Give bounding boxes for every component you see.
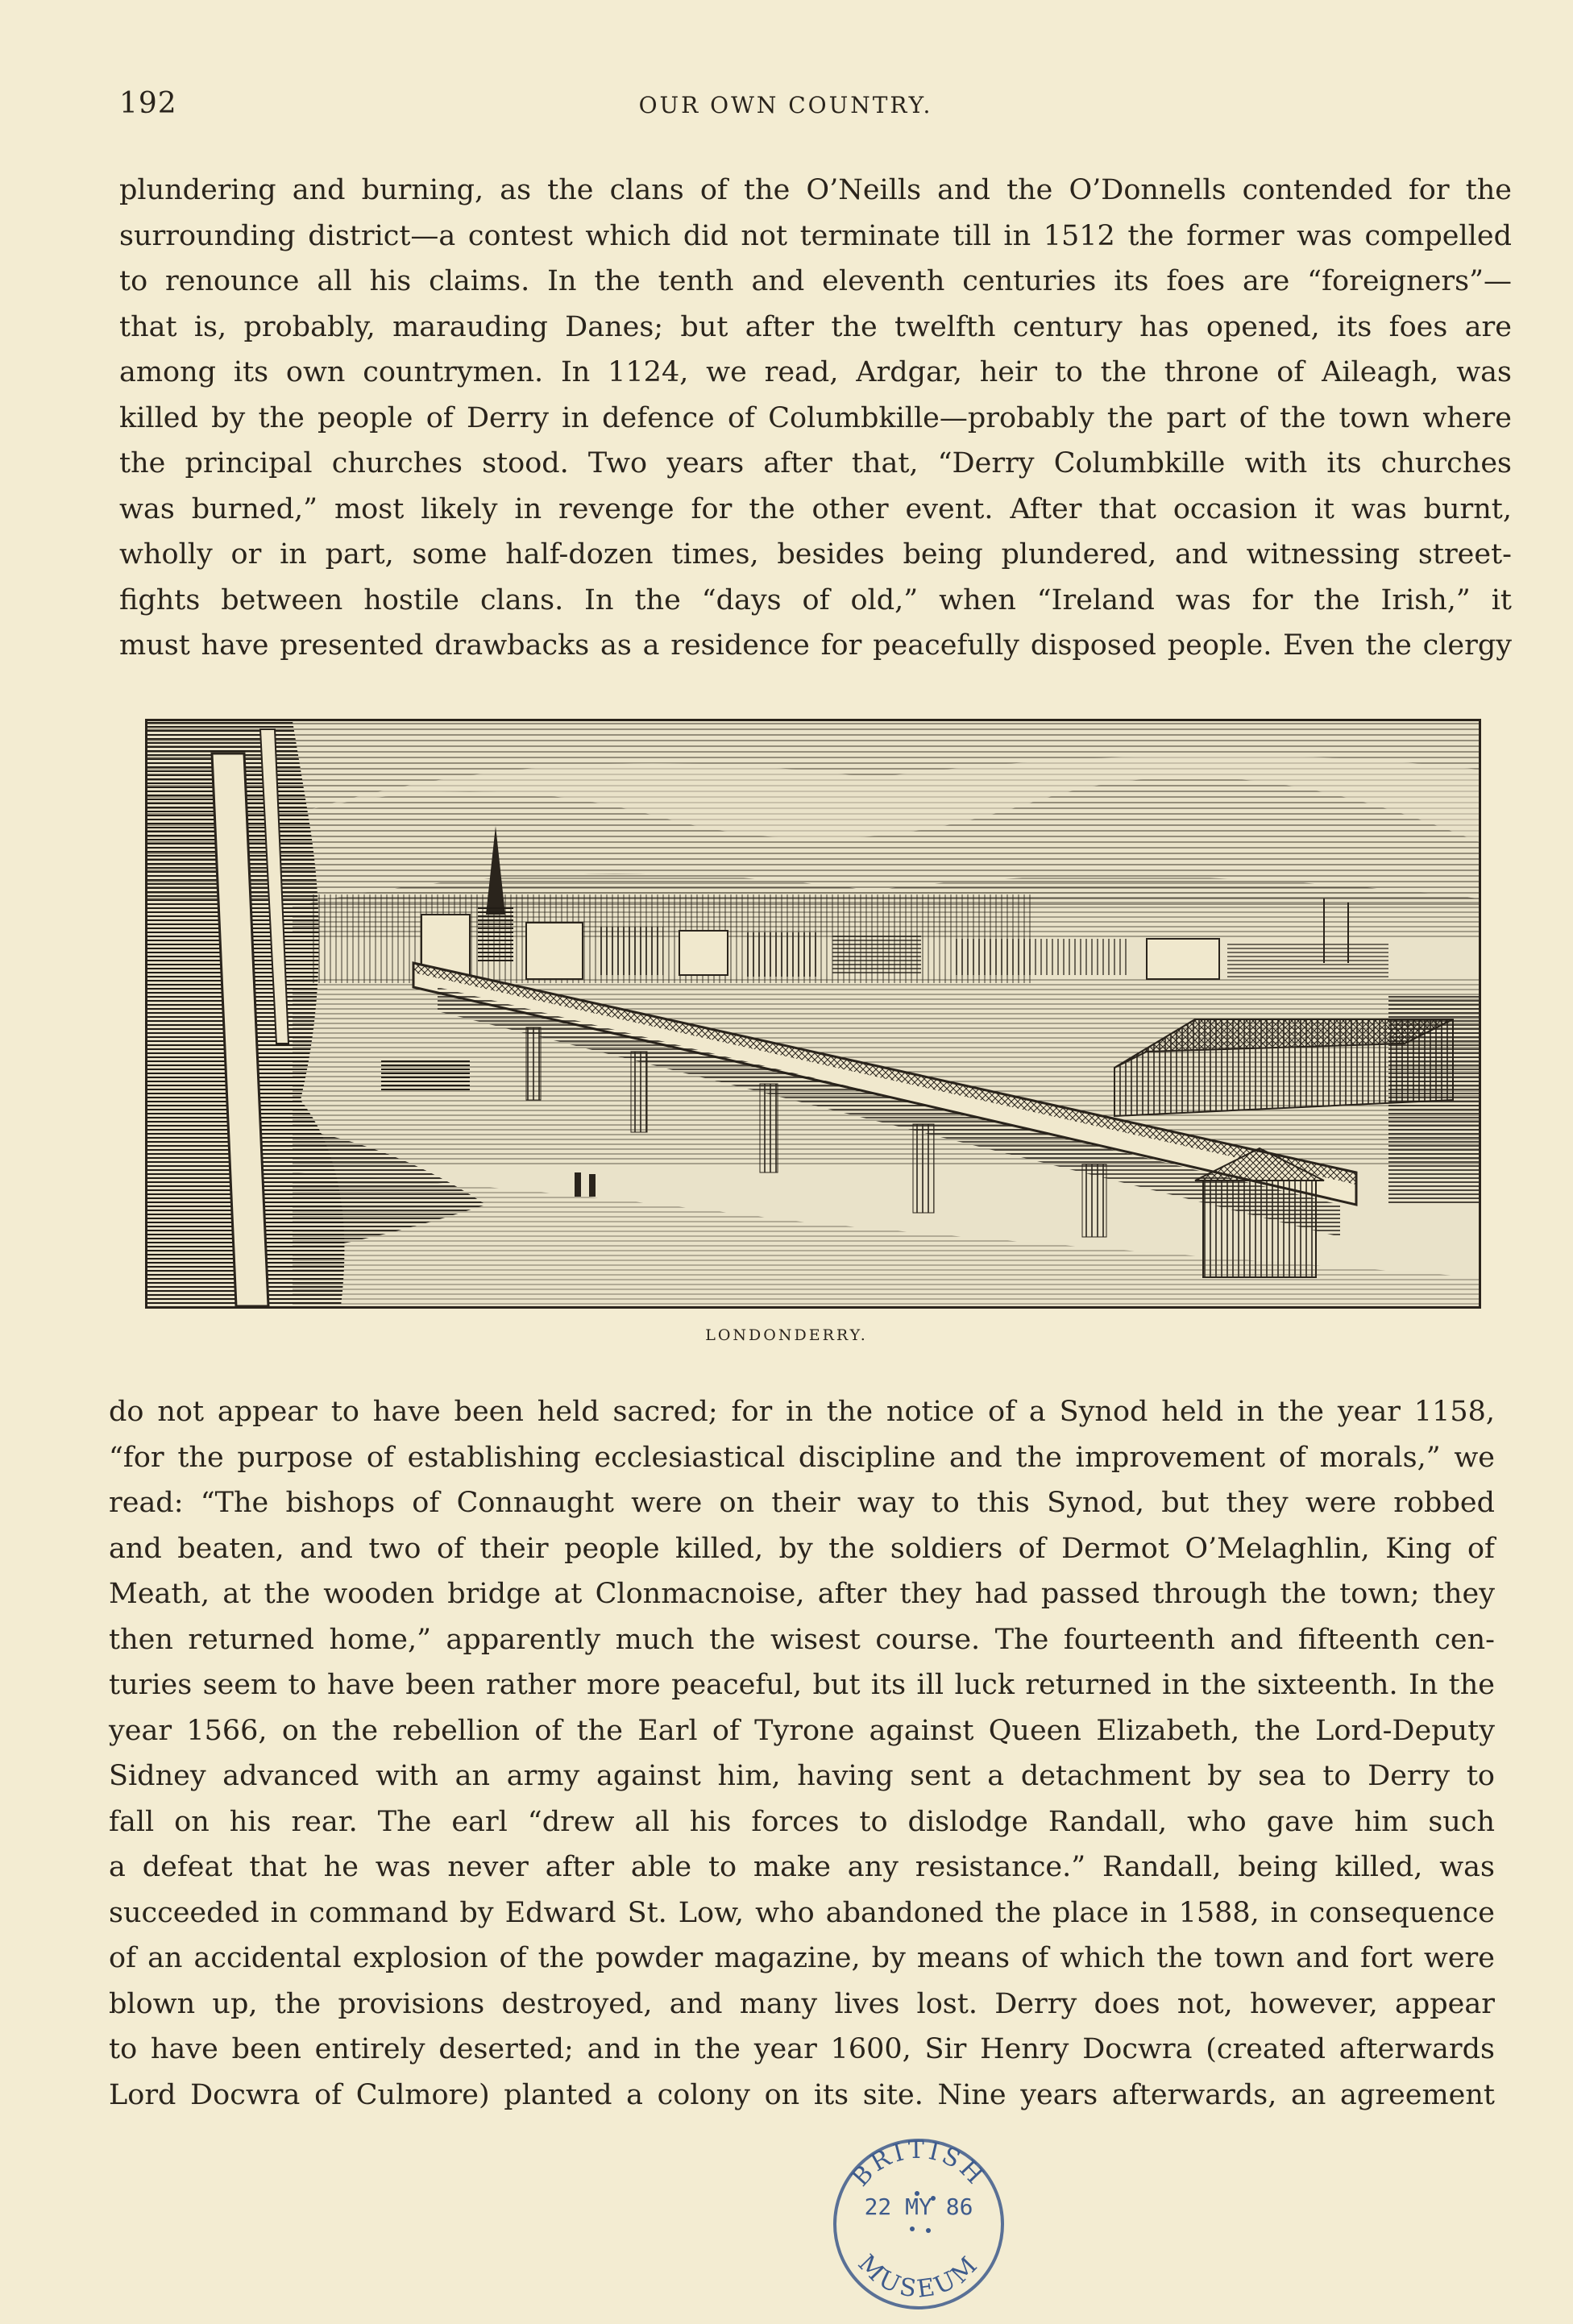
text-line: fights between hostile clans. In the “days of old,” when “Ireland was for the Irish,” it xyxy=(119,583,1512,616)
text-line: to renounce all his claims. In the tenth and eleventh centuries its foes are “foreigners”— xyxy=(119,265,1512,297)
engraving-drawing xyxy=(147,721,1479,1306)
text-line: killed by the people of Derry in defence of Columbkille—probably the part of the town where xyxy=(119,401,1512,434)
stamp-bottom-text: MUSEUM xyxy=(852,2249,986,2304)
text-line: surrounding district—a contest which did not terminate till in 1512 the former was compelled xyxy=(119,219,1512,252)
text-line: turies seem to have been rather more peaceful, but its ill luck returned in the sixteenth. In the xyxy=(109,1669,1495,1701)
stamp-date: 22 MY 86 xyxy=(864,2193,973,2220)
text-line: read: “The bishops of Connaught were on their way to this Synod, but they were robbed xyxy=(109,1487,1495,1519)
running-title: OUR OWN COUNTRY. xyxy=(638,92,933,118)
text-line: to have been entirely deserted; and in the year 1600, Sir Henry Docwra (created afterwards xyxy=(109,2033,1495,2065)
engraving-londonderry xyxy=(145,719,1481,1309)
paragraph-bottom xyxy=(109,1389,1495,2118)
text-line: succeeded in command by Edward St. Low, who abandoned the place in 1588, in consequence xyxy=(109,1896,1495,1929)
text-line: of an accidental explosion of the powder magazine, by means of which the town and fort were xyxy=(109,1942,1495,1974)
text-line: Lord Docwra of Culmore) planted a colony on its site. Nine years afterwards, an agreement xyxy=(109,2078,1495,2111)
illustration-caption: LONDONDERRY. xyxy=(705,1326,868,1344)
text-line: Sidney advanced with an army against him, having sent a detachment by sea to Derry to xyxy=(109,1760,1495,1792)
text-line: was burned,” most likely in revenge for the other event. After that occasion it was burnt, xyxy=(119,492,1512,525)
text-line: Meath, at the wooden bridge at Clonmacnoise, after they had passed through the town; they xyxy=(109,1578,1495,1610)
text-line: wholly or in part, some half-dozen times, besides being plundered, and witnessing street- xyxy=(119,538,1512,571)
text-line: blown up, the provisions destroyed, and many lives lost. Derry does not, however, appear xyxy=(109,1987,1495,2020)
text-line: year 1566, on the rebellion of the Earl of Tyrone against Queen Elizabeth, the Lord-Deputy xyxy=(109,1714,1495,1747)
paragraph-top xyxy=(119,168,1512,669)
page-number: 192 xyxy=(119,87,177,120)
text-line: then returned home,” apparently much the wisest course. The fourteenth and fifteenth cen- xyxy=(109,1623,1495,1656)
text-line: “for the purpose of establishing ecclesiastical discipline and the improvement of morals,” we xyxy=(109,1441,1495,1474)
stamp-graphic xyxy=(822,2127,1015,2321)
text-line: among its own countrymen. In 1124, we read, Ardgar, heir to the throne of Aileagh, was xyxy=(119,356,1512,388)
running-head xyxy=(119,87,1452,127)
text-line: do not appear to have been held sacred; for in the notice of a Synod held in the year 1158, xyxy=(109,1396,1495,1428)
text-line: a defeat that he was never after able to make any resistance.” Randall, being killed, was xyxy=(109,1851,1495,1883)
text-line: the principal churches stood. Two years after that, “Derry Columbkille with its churches xyxy=(119,447,1512,479)
text-line: and beaten, and two of their people killed, by the soldiers of Dermot O’Melaghlin, King of xyxy=(109,1532,1495,1565)
stamp-top-text: BRITISH xyxy=(846,2135,991,2193)
text-line: that is, probably, marauding Danes; but after the twelfth century has opened, its foes are xyxy=(119,310,1512,343)
text-line: fall on his rear. The earl “drew all his forces to dislodge Randall, who gave him such xyxy=(109,1805,1495,1838)
library-stamp xyxy=(822,2127,1015,2304)
text-line: must have presented drawbacks as a residence for peacefully disposed people. Even the clergy xyxy=(119,629,1512,662)
text-line: plundering and burning, as the clans of the O’Neills and the O’Donnells contended for the xyxy=(119,174,1512,206)
